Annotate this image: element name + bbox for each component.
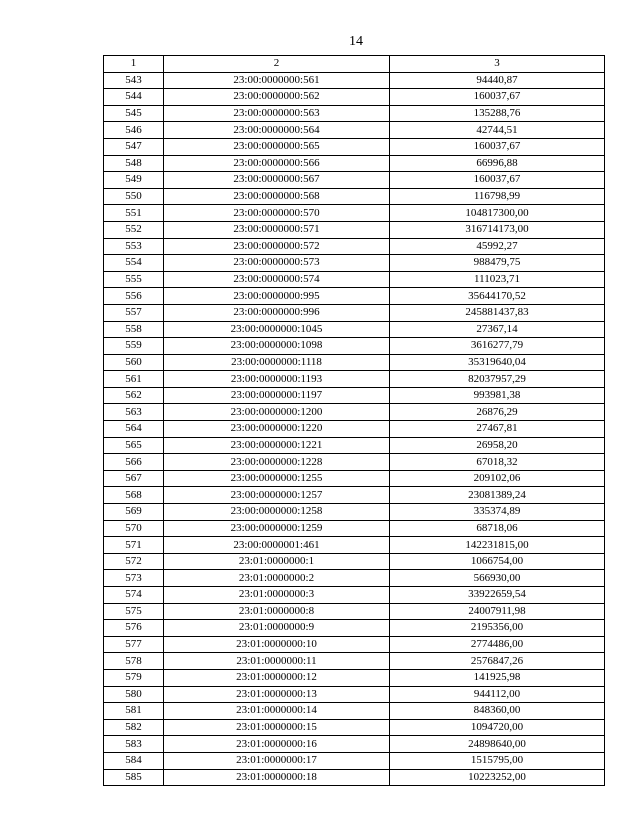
table-row [104,620,605,637]
table-row [104,72,605,89]
value-cell: 104817300,00 [390,205,605,222]
value-cell: 160037,67 [390,172,605,189]
row-number-cell: 567 [104,470,164,487]
value-cell: 33922659,54 [390,587,605,604]
table-row [104,553,605,570]
column-header: 2 [164,56,390,73]
value-cell: 944112,00 [390,686,605,703]
cadastral-number-cell: 23:00:0000000:561 [164,72,390,89]
value-cell: 848360,00 [390,703,605,720]
cadastral-number-cell: 23:00:0000000:570 [164,205,390,222]
table-row [104,387,605,404]
table-row [104,421,605,438]
value-cell: 2576847,26 [390,653,605,670]
row-number-cell: 582 [104,719,164,736]
value-cell: 26876,29 [390,404,605,421]
row-number-cell: 575 [104,603,164,620]
row-number-cell: 545 [104,105,164,122]
row-number-cell: 558 [104,321,164,338]
row-number-cell: 552 [104,221,164,238]
cadastral-number-cell: 23:00:0000000:562 [164,89,390,106]
value-cell: 316714173,00 [390,221,605,238]
row-number-cell: 553 [104,238,164,255]
cadastral-number-cell: 23:00:0000000:1200 [164,404,390,421]
row-number-cell: 572 [104,553,164,570]
row-number-cell: 547 [104,138,164,155]
cadastral-number-cell: 23:00:0000000:1255 [164,470,390,487]
cadastral-number-cell: 23:00:0000000:1045 [164,321,390,338]
cadastral-number-cell: 23:00:0000001:461 [164,537,390,554]
table-row [104,653,605,670]
table-row [104,404,605,421]
cadastral-number-cell: 23:00:0000000:573 [164,255,390,272]
table-body [104,72,605,786]
table-row [104,338,605,355]
value-cell: 209102,06 [390,470,605,487]
row-number-cell: 550 [104,188,164,205]
cadastral-number-cell: 23:00:0000000:1118 [164,354,390,371]
row-number-cell: 571 [104,537,164,554]
cadastral-number-cell: 23:00:0000000:568 [164,188,390,205]
cadastral-number-cell: 23:01:0000000:2 [164,570,390,587]
column-header: 3 [390,56,605,73]
value-cell: 111023,71 [390,271,605,288]
value-cell: 993981,38 [390,387,605,404]
table-row [104,686,605,703]
cadastral-number-cell: 23:01:0000000:14 [164,703,390,720]
row-number-cell: 580 [104,686,164,703]
value-cell: 160037,67 [390,89,605,106]
cadastral-number-cell: 23:00:0000000:567 [164,172,390,189]
table-row [104,271,605,288]
row-number-cell: 562 [104,387,164,404]
cadastral-number-cell: 23:01:0000000:11 [164,653,390,670]
row-number-cell: 559 [104,338,164,355]
cadastral-number-cell: 23:01:0000000:17 [164,752,390,769]
row-number-cell: 570 [104,520,164,537]
table-row [104,354,605,371]
row-number-cell: 563 [104,404,164,421]
cadastral-number-cell: 23:01:0000000:13 [164,686,390,703]
row-number-cell: 573 [104,570,164,587]
value-cell: 23081389,24 [390,487,605,504]
cadastral-number-cell: 23:01:0000000:8 [164,603,390,620]
row-number-cell: 579 [104,669,164,686]
value-cell: 160037,67 [390,138,605,155]
row-number-cell: 565 [104,437,164,454]
cadastral-number-cell: 23:00:0000000:564 [164,122,390,139]
cadastral-number-cell: 23:01:0000000:15 [164,719,390,736]
table-row [104,105,605,122]
cadastral-number-cell: 23:00:0000000:574 [164,271,390,288]
table-row [104,255,605,272]
table-row [104,487,605,504]
table-row [104,769,605,786]
cadastral-number-cell: 23:00:0000000:565 [164,138,390,155]
row-number-cell: 577 [104,636,164,653]
cadastral-number-cell: 23:00:0000000:1228 [164,454,390,471]
table-row [104,321,605,338]
table-header-row [104,56,605,73]
row-number-cell: 556 [104,288,164,305]
table-row [104,205,605,222]
table-row [104,537,605,554]
row-number-cell: 554 [104,255,164,272]
table-row [104,138,605,155]
cadastral-number-cell: 23:00:0000000:1193 [164,371,390,388]
value-cell: 988479,75 [390,255,605,272]
row-number-cell: 548 [104,155,164,172]
table-row [104,504,605,521]
cadastral-number-cell: 23:00:0000000:996 [164,304,390,321]
table-row [104,122,605,139]
row-number-cell: 566 [104,454,164,471]
value-cell: 142231815,00 [390,537,605,554]
value-cell: 566930,00 [390,570,605,587]
cadastral-number-cell: 23:00:0000000:1221 [164,437,390,454]
value-cell: 2195356,00 [390,620,605,637]
cadastral-number-cell: 23:01:0000000:1 [164,553,390,570]
row-number-cell: 584 [104,752,164,769]
cadastral-number-cell: 23:01:0000000:12 [164,669,390,686]
row-number-cell: 543 [104,72,164,89]
cadastral-number-cell: 23:00:0000000:1220 [164,421,390,438]
value-cell: 35319640,04 [390,354,605,371]
cadastral-number-cell: 23:01:0000000:10 [164,636,390,653]
value-cell: 67018,32 [390,454,605,471]
row-number-cell: 549 [104,172,164,189]
cadastral-number-cell: 23:00:0000000:1259 [164,520,390,537]
value-cell: 42744,51 [390,122,605,139]
table-row [104,570,605,587]
value-cell: 1515795,00 [390,752,605,769]
row-number-cell: 546 [104,122,164,139]
table-row [104,89,605,106]
table-row [104,520,605,537]
row-number-cell: 581 [104,703,164,720]
table-row [104,587,605,604]
cadastral-number-cell: 23:01:0000000:3 [164,587,390,604]
cadastral-number-cell: 23:00:0000000:995 [164,288,390,305]
value-cell: 26958,20 [390,437,605,454]
value-cell: 24007911,98 [390,603,605,620]
table-row [104,719,605,736]
row-number-cell: 568 [104,487,164,504]
value-cell: 68718,06 [390,520,605,537]
row-number-cell: 576 [104,620,164,637]
table-row [104,636,605,653]
value-cell: 335374,89 [390,504,605,521]
value-cell: 135288,76 [390,105,605,122]
row-number-cell: 551 [104,205,164,222]
row-number-cell: 555 [104,271,164,288]
row-number-cell: 585 [104,769,164,786]
table-row [104,238,605,255]
table-row [104,736,605,753]
row-number-cell: 560 [104,354,164,371]
row-number-cell: 578 [104,653,164,670]
value-cell: 94440,87 [390,72,605,89]
table-row [104,172,605,189]
value-cell: 1094720,00 [390,719,605,736]
table-row [104,470,605,487]
table-row [104,703,605,720]
row-number-cell: 583 [104,736,164,753]
table-row [104,437,605,454]
value-cell: 27367,14 [390,321,605,338]
table-row [104,188,605,205]
value-cell: 1066754,00 [390,553,605,570]
table-row [104,752,605,769]
value-cell: 245881437,83 [390,304,605,321]
row-number-cell: 557 [104,304,164,321]
table-row [104,454,605,471]
value-cell: 2774486,00 [390,636,605,653]
row-number-cell: 561 [104,371,164,388]
table-row [104,304,605,321]
cadastral-number-cell: 23:01:0000000:18 [164,769,390,786]
cadastral-number-cell: 23:00:0000000:1197 [164,387,390,404]
value-cell: 24898640,00 [390,736,605,753]
row-number-cell: 544 [104,89,164,106]
value-cell: 27467,81 [390,421,605,438]
value-cell: 45992,27 [390,238,605,255]
row-number-cell: 564 [104,421,164,438]
cadastral-number-cell: 23:00:0000000:572 [164,238,390,255]
table-row [104,371,605,388]
cadastral-number-cell: 23:00:0000000:1257 [164,487,390,504]
table-row [104,221,605,238]
cadastral-number-cell: 23:00:0000000:1098 [164,338,390,355]
table-row [104,669,605,686]
value-cell: 141925,98 [390,669,605,686]
value-cell: 82037957,29 [390,371,605,388]
cadastral-value-table [103,55,605,786]
table-row [104,288,605,305]
cadastral-number-cell: 23:00:0000000:571 [164,221,390,238]
row-number-cell: 574 [104,587,164,604]
table-row [104,155,605,172]
value-cell: 35644170,52 [390,288,605,305]
cadastral-number-cell: 23:00:0000000:563 [164,105,390,122]
row-number-cell: 569 [104,504,164,521]
cadastral-number-cell: 23:01:0000000:9 [164,620,390,637]
value-cell: 116798,99 [390,188,605,205]
value-cell: 3616277,79 [390,338,605,355]
value-cell: 10223252,00 [390,769,605,786]
value-cell: 66996,88 [390,155,605,172]
cadastral-number-cell: 23:01:0000000:16 [164,736,390,753]
table-row [104,603,605,620]
page-number: 14 [349,34,363,49]
cadastral-number-cell: 23:00:0000000:566 [164,155,390,172]
cadastral-number-cell: 23:00:0000000:1258 [164,504,390,521]
column-header: 1 [104,56,164,73]
